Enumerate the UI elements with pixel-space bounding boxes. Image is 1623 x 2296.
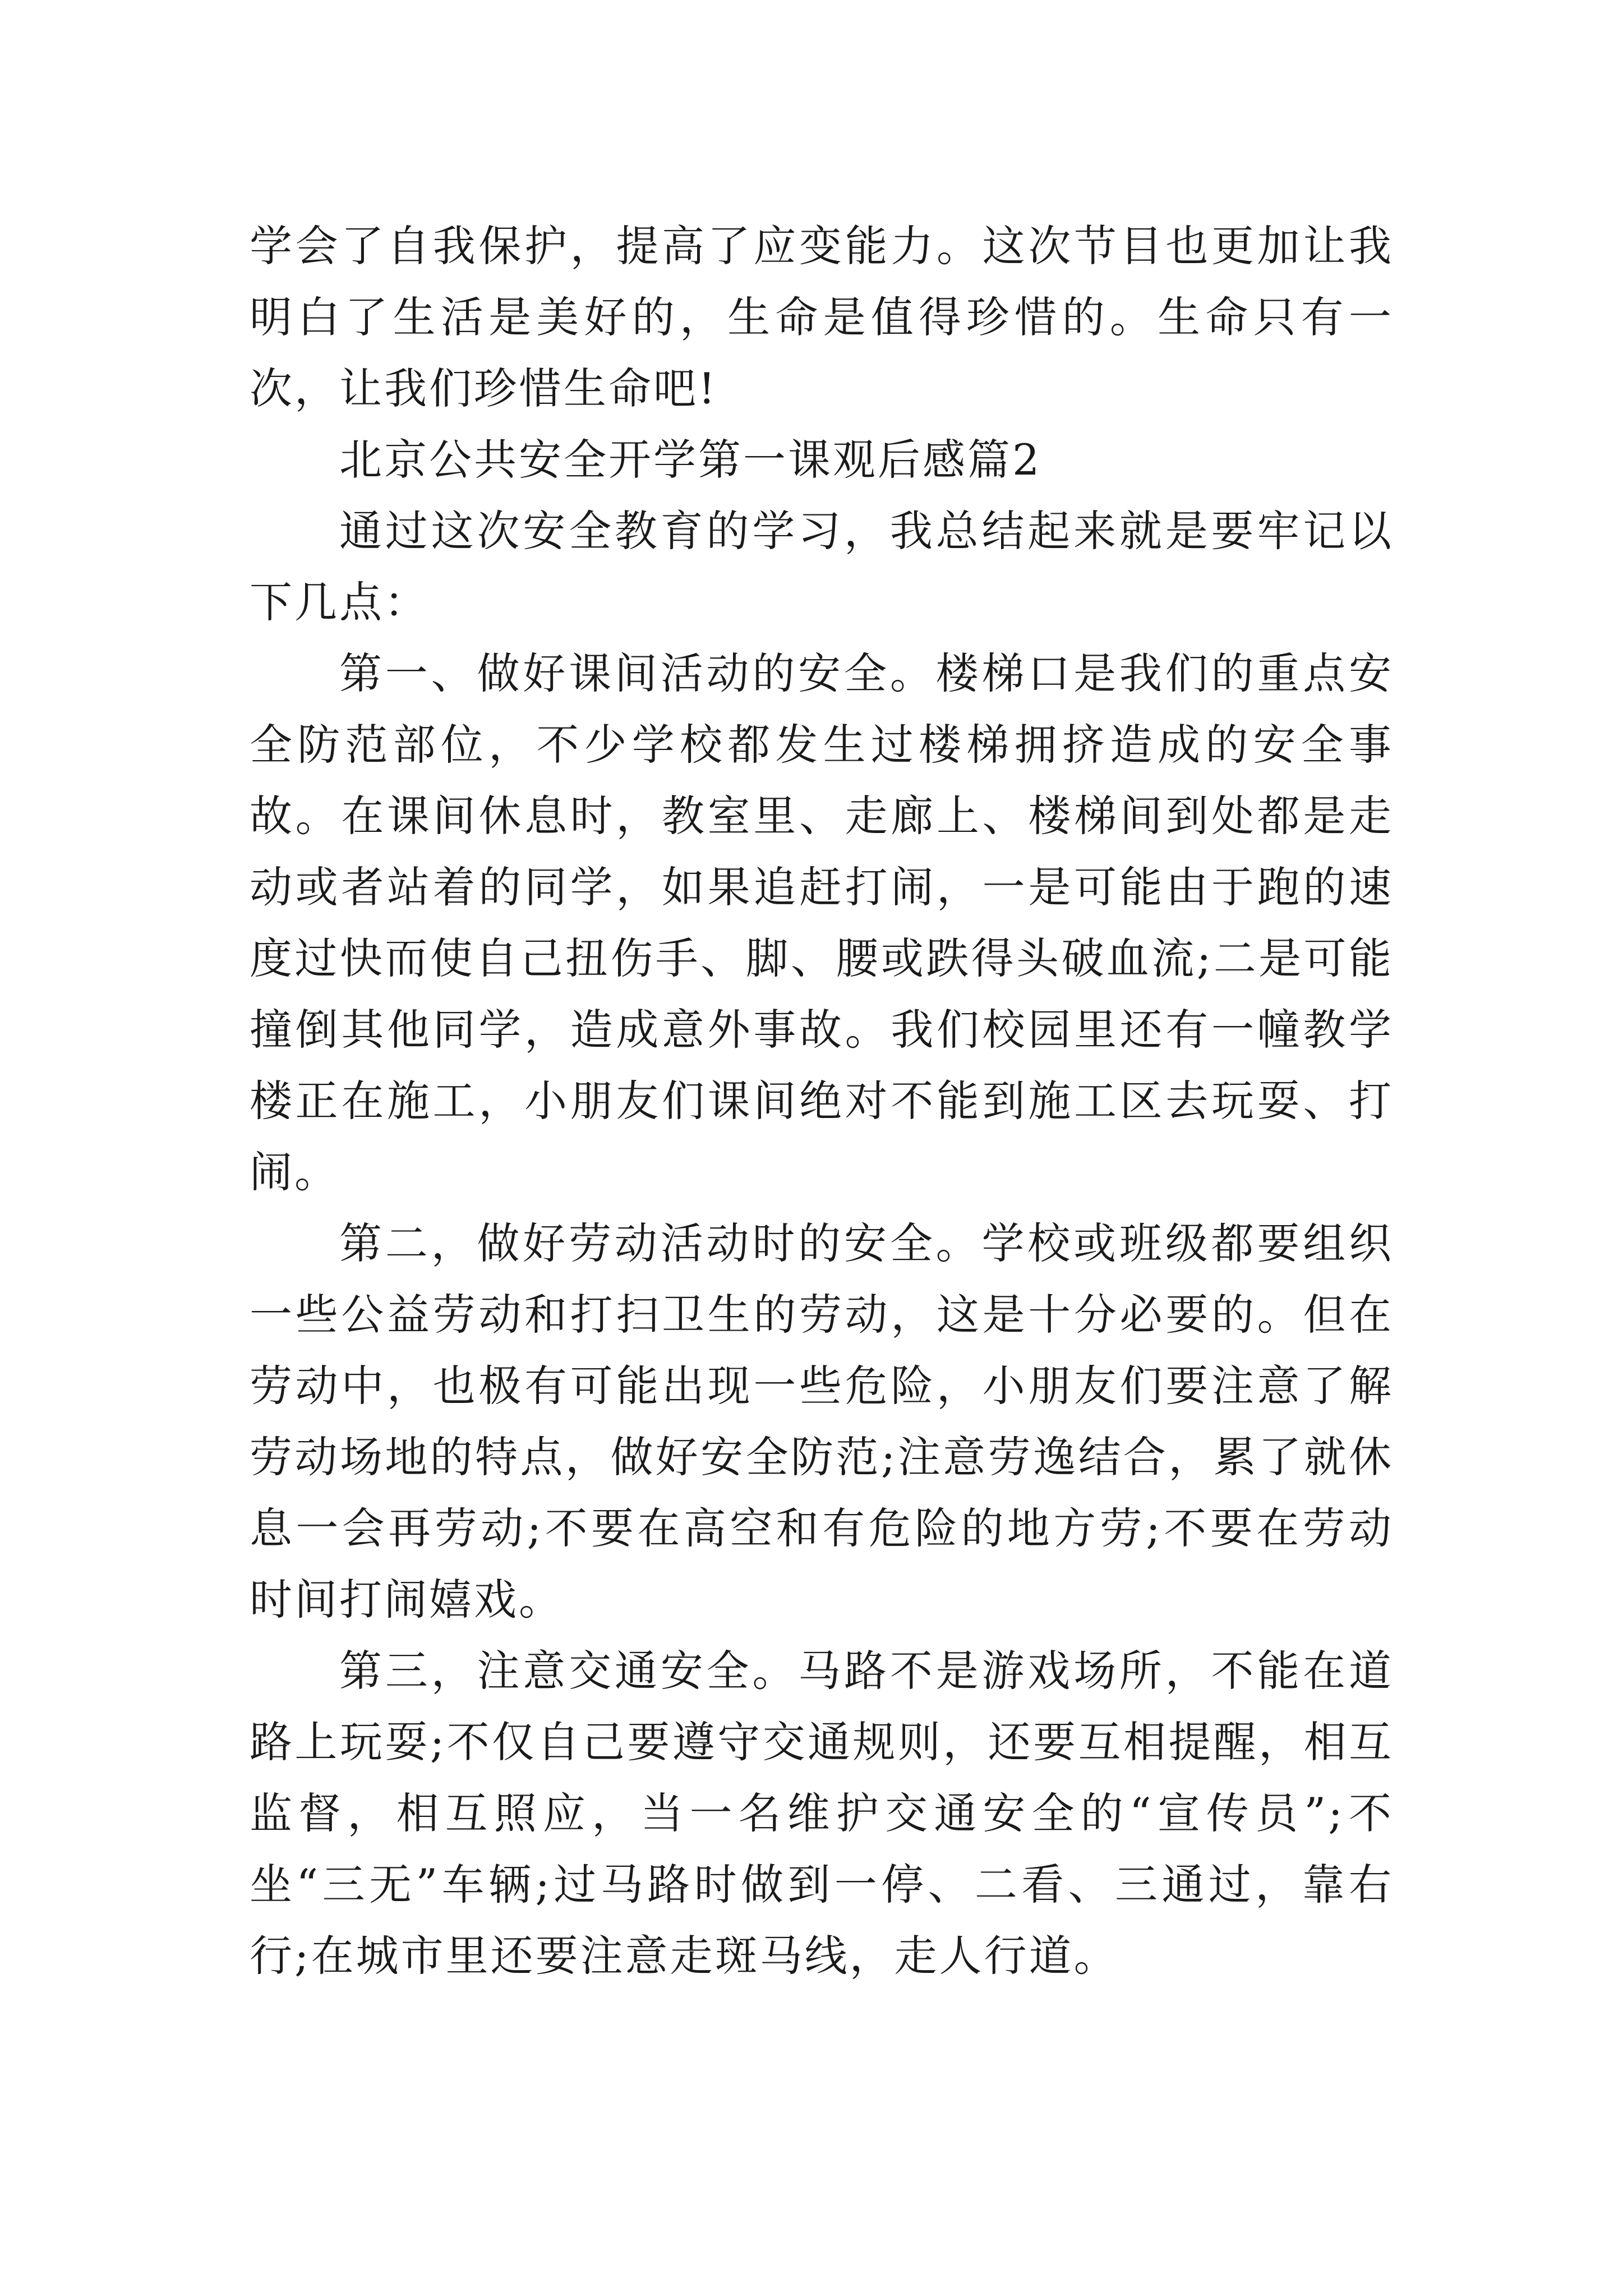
paragraph-point-2: 第二，做好劳动活动时的安全。学校或班级都要组织一些公益劳动和打扫卫生的劳动，这是十分必要的。但在劳动中，也极有可能出现一些危险，小朋友们要注意了解劳动场地的特点，做好安全防范;注意劳逸结合，累了就休息一会再劳动;不要在高空和有危险的地方劳;不要在劳动时间打闹嬉戏。: [250, 1218, 1394, 1625]
paragraph-point-3: 第三，注意交通安全。马路不是游戏场所，不能在道路上玩耍;不仅自己要遵守交通规则，还要互相提醒，相互监督，相互照应，当一名维护交通安全的“宣传员”;不坐“三无”车辆;过马路时做到一停、二看、三通过，靠右行;在城市里还要注意走斑马线，走人行道。: [250, 1646, 1394, 1981]
paragraph-continuation: 学会了自我保护，提高了应变能力。这次节目也更加让我明白了生活是美好的，生命是值得珍惜的。生命只有一次，让我们珍惜生命吧!: [250, 221, 1394, 413]
paragraph-point-1: 第一、做好课间活动的安全。楼梯口是我们的重点安全防范部位，不少学校都发生过楼梯拥挤造成的安全事故。在课间休息时，教室里、走廊上、楼梯间到处都是走动或者站着的同学，如果追赶打闹，一是可能由于跑的速度过快而使自己扭伤手、脚、腰或跌得头破血流;二是可能撞倒其他同学，造成意外事故。我们校园里还有一幢教学楼正在施工，小朋友们课间绝对不能到施工区去玩耍、打闹。: [250, 648, 1394, 1197]
paragraph-intro: 通过这次安全教育的学习，我总结起来就是要牢记以下几点：: [250, 506, 1394, 627]
section-heading: 北京公共安全开学第一课观后感篇2: [339, 435, 1042, 485]
document-body: [250, 210, 1394, 1991]
